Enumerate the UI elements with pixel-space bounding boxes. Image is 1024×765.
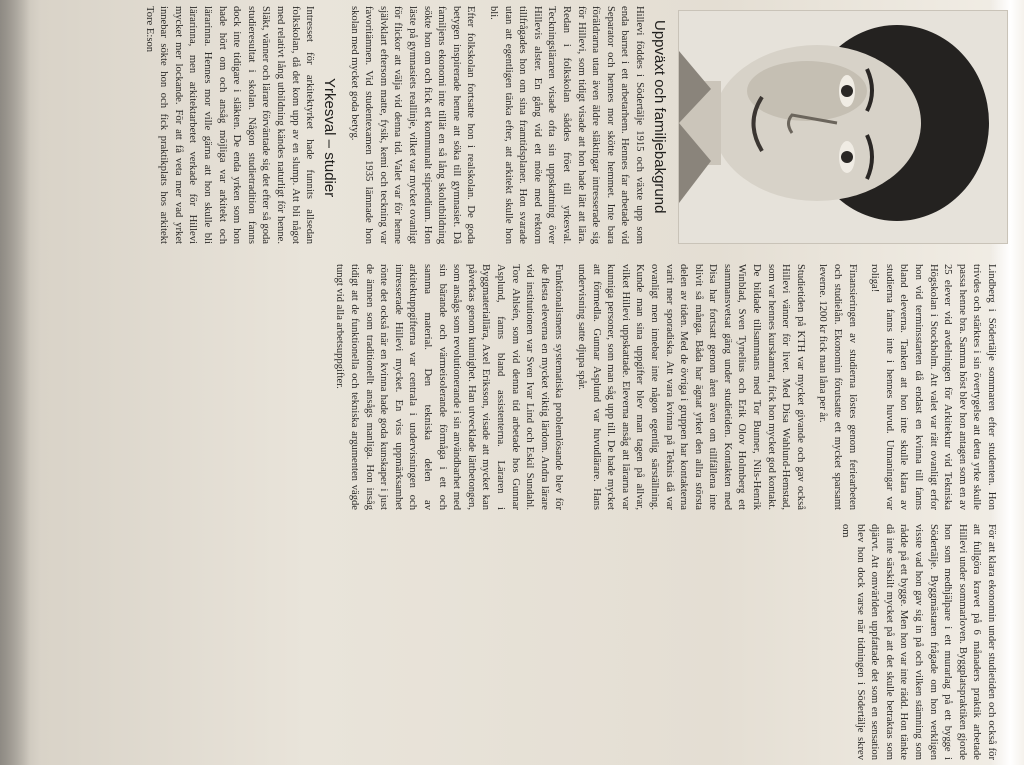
gutter-shadow (0, 0, 30, 765)
paragraph: Funktionalismens systematiska problemlösande blev för de flesta eleverna en mycket viktig lärdom. Andra lärare vid institutionen var Sven Ivar Lind och Eskil Sundahl. Tore Ahlsén, som vid denna tid arbetade hos Gunnar Asplund, fanns bland assistenterna. Läraren i Byggmateriallära, Axel Eriksson, visade att mycket kan påverkas genom kunnighet. Han utvecklade lättbetongen, som ansågs som revolutionerande i sin användbarhet med sin bärande och värmeisolerande förmåga i ett och samma material. Den tekniska delen av arkitektuppgifterna var centrala i undervisningen och intresserade Hillevi mycket. En viss uppmärksamhet rönte det också när en kvinna hade goda kunskaper i just de ämnen som traditionellt ansågs manliga. Hon insåg tidigt att de funktionella och tekniska argumenten vägde tungt vid alla arbetsuppgifter. (334, 264, 565, 510)
paragraph: Finansieringen av studierna löstes genom feriearbeten och studielån. Ekonomin förutsatte ett mycket sparsamt leverne. 1200 kr fick man låna per år. (817, 264, 858, 510)
left-column (133, 6, 1008, 244)
heading-upbringing: Uppväxt och familjebakgrund (651, 20, 668, 214)
book-page (48, 2, 1008, 762)
paragraph: För att klara ekonomin under studietiden och också för att fullgöra kravet på 6 månaders praktik arbetade Hillevi under sommarloven. Byggplatspraktiken gjorde hon som medhjälpare i ett murarlag på ett bygge i Södertälje. Byggmästaren frågade om hon verkligen visste vad hon gav sig in på och vilken stämning som rådde på ett bygge. Men hon var inte rädd. Hon tänkte då inte särskilt mycket på att det skulle betraktas som djärvt. Att omvärlden uppfattade det som en sensation blev hon dock varse när tidningen i Södertälje skrev om (840, 524, 997, 760)
paragraph: Studietiden på KTH var mycket givande och gav också Hillevi vänner för livet. Med Disa Wahlund-Hemstad, som var hennes kurskamrat, fick hon mycket god kontakt. De bildade tillsammans med Tor Bunner, Nils-Henrik Winblad, Sven Tynelius och Erik Olov Holmberg ett sammansvetsat gäng under studietiden. Kontakten med Disa har fortsatt genom åren även om tillfällena inte blivit så många. Båda har ägnat yrket den allra största delen av tiden. Med de övriga i gruppen har kontakterna varit mer sporadiska. Att vara kvinna på Teknis då var ovanligt men innebar inte någon egentlig särställning. Kunde man sina uppgifter blev man tagen på allvar, vilket Hillevi uppskattade. Eleverna ansåg att lärarna var kunniga personer, som man såg upp till. De hade mycket att förmedla. Gunnar Asplund var huvudlärare. Hans undervisning satte djupa spår. (575, 264, 806, 510)
portrait-illustration (679, 11, 1007, 243)
paragraph: Efter folkskolan fortsatte hon i realskolan. De goda betygen inspirerade henne att söka till gymnasiet. Då familjens ekonomi inte tillät en så lång skolutbildning sökte hon om och fick ett kommunalt stipendium. Hon läste på gymnasiets reallinje, vilket var mycket ovanligt för flickor att välja vid denna tid. Valet var för henne självklart eftersom matte, fysik, kemi och teckning var favoritämnen. Vid studentexamen 1935 lämnade hon skolan med mycket goda betyg. (348, 6, 477, 244)
portrait-photo (678, 10, 1008, 244)
paragraph: Lindberg i Södertälje sommaren efter studenten. Hon trivdes och stärktes i sin övertygelse att detta yrke skulle passa henne bra. Samma höst blev hon antagen som en av 25 elever vid avdelningen för Arkitektur vid Tekniska Högskolan i Stockholm. Att valet var rätt ovanligt erfor hon vid terminsstarten då endast en kvinna till fanns bland eleverna. Tanken att hon inte skulle klara av studierna fanns inte i hennes huvud. Utmaningar var roliga! (869, 264, 997, 510)
right-column (829, 524, 998, 760)
paragraph: Intresset för arkitektyrket hade funnits allsedan folkskolan, då det kom upp av en slump. Att bli något med relativt lång utbildning kändes naturligt för henne. Släkt, vänner och lärare förväntade sig det efter så goda studieresultat i skolan. Någon studietradition fanns dock inte tidigare i släkten. De enda yrken som hon hade hört om och ansåg möjliga var arkitekt och lärarinna. Hennes mor ville gärna att hon skulle bli lärarinna, men arkitektarbetet verkade för Hillevi mycket mer lockande. För att få veta mer vad yrket innebar sökte hon och fick praktikplats hos arkitekt Tore E:son (143, 6, 316, 244)
paragraph: Hillevi föddes i Södertälje 1915 och växte upp som enda barnet i ett arbetarhem. Hennes far arbetade vid Separator och hennes mor skötte hemmet. Inte bara föräldrarna utan även äldre släktingar intresserade sig för Hillevi, som tidigt visade att hon hade lätt att lära. Redan i folkskolan såddes fröet till yrkesval. Teckningsläraren visade ofta sin uppskattning över Hillevis alster. En gång vid ett möte med rektorn tillfrågades hon om sina framtidsplaner. Hon svarade utan att egentligen tänka efter, att arkitekt skulle hon bli. (488, 6, 645, 244)
middle-column (324, 264, 998, 510)
heading-career-choice: Yrkesval – studier (321, 78, 339, 198)
